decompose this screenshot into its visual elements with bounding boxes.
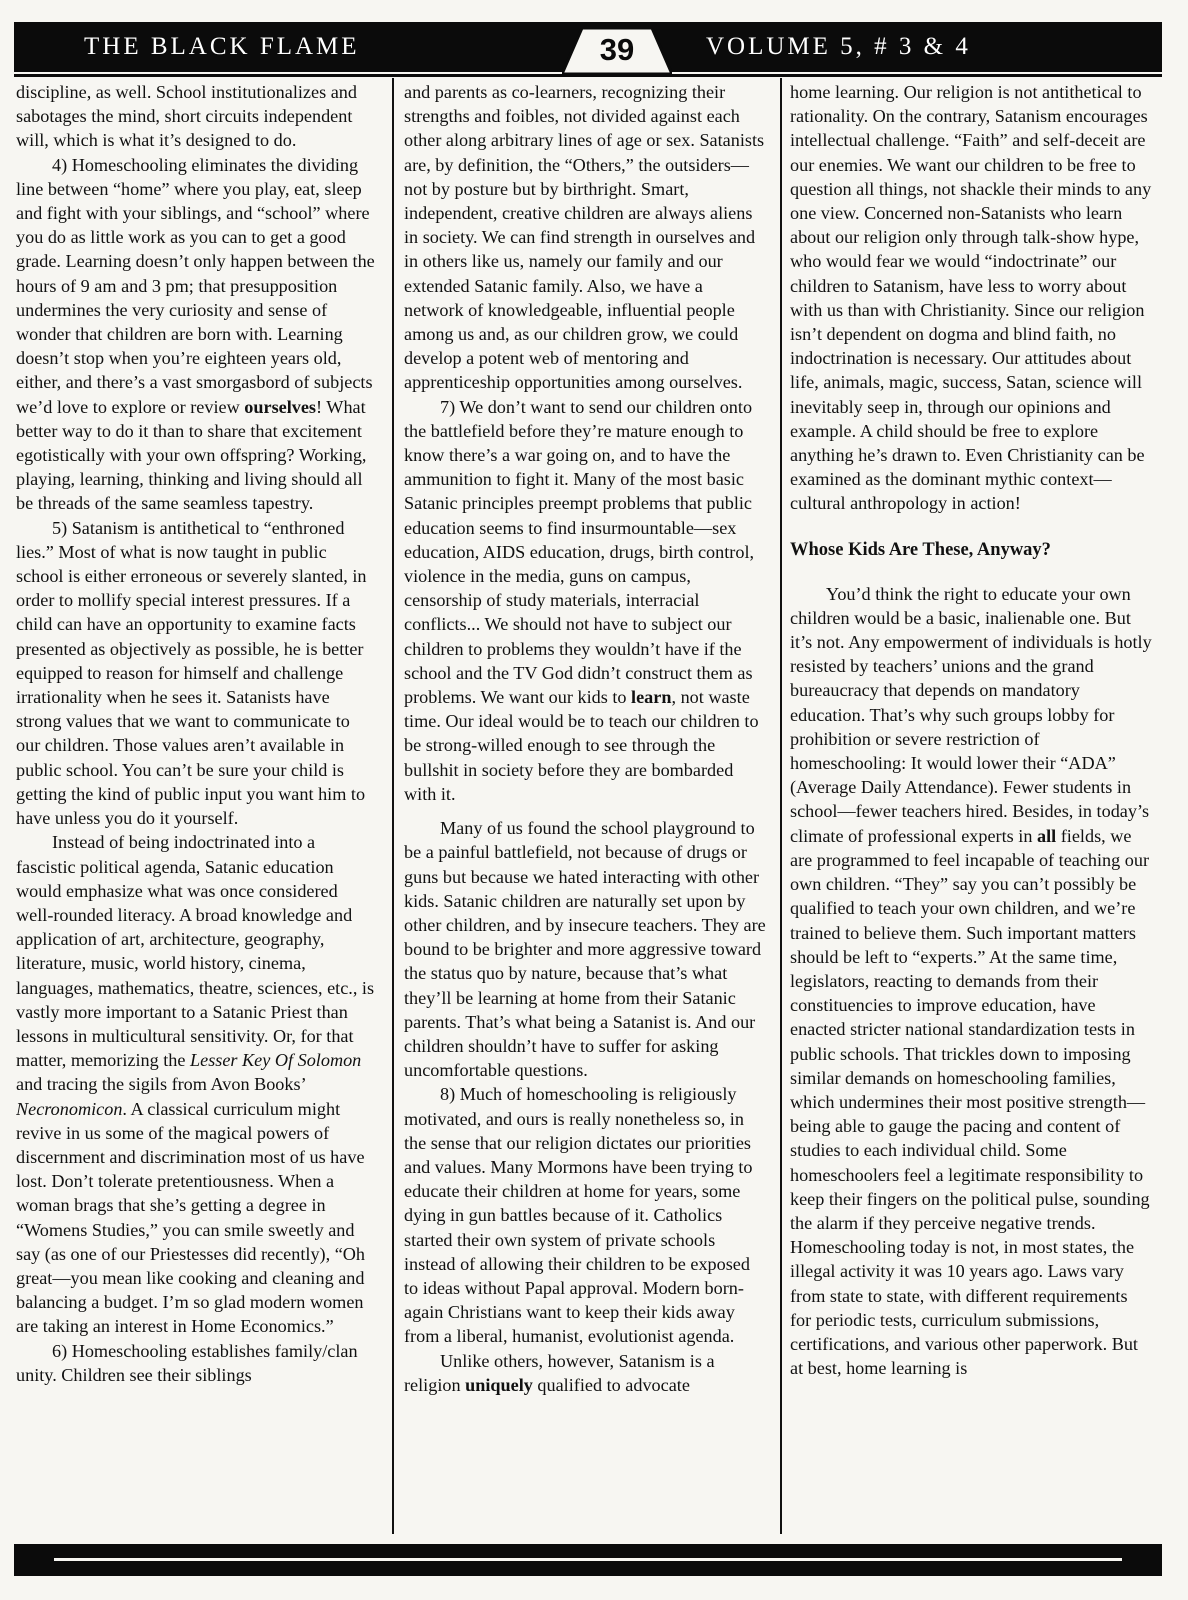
bold-text: ourselves [244, 396, 317, 417]
page-header [14, 22, 1162, 80]
paragraph [790, 582, 1152, 1381]
text-run: You’d think the right to educate your own children would be a basic, inalienable one. But it’s not. Any empowerment of individuals is hotly resisted by teachers’ unions and the grand bureaucracy that depends on mandatory education. That’s why such groups lobby for prohibition or severe restriction of homeschooling: It would lower their “ADA” (Average Daily Attendance). Fewer students in school—fewer teachers hired. Besides, in today’s climate of professional experts in [790, 583, 1152, 846]
book-title: Lesser Key Of Solomon [190, 1050, 362, 1071]
paragraph: home learning. Our religion is not antithetical to rationality. On the contrary, Satanism encourages intellectual challenge. “Faith” and self-deceit are our enemies. We want our children to be free to question all things, not shackle their minds to any one view. Concerned non-Satanists who learn about our religion only through talk-show hype, who would fear we would “indoctrinate” our children to Satanism, have less to worry about with us than with Christianity. Since our religion isn’t dependent on dogma and blind faith, no indoctrination is necessary. Our attitudes about life, animals, magic, success, Satan, science will inevitably seep in, through our opinions and example. A child should be free to explore anything he’s drawn to. Even Christianity can be examined as the dominant mythic context—cultural anthropology in action! [790, 82, 1152, 514]
paragraph: discipline, as well. School institutionalizes and sabotages the mind, short circuits independent will, which is what it’s designed to do. [16, 82, 357, 151]
publication-title: THE BLACK FLAME [84, 33, 360, 60]
paragraph: Many of us found the school playground to be a painful battlefield, not because of drugs or guns but because we hated interacting with other kids. Satanic children are naturally set upon by other children, and by insecure teachers. They are bound to be brighter and more aggressive toward the status quo by nature, because that’s what they’ll be learning at home from their Satanic parents. That’s what being a Satanist is. And our children shouldn’t have to suffer for asking uncomfortable questions. [404, 818, 766, 1081]
text-run: qualified to advocate [532, 1374, 690, 1395]
text-run: ! What better way to do it than to share that excitement egotistically with your own offspring? Working, playing, learning, thinking and living should all be threads of the same seamless tapestry. [16, 396, 367, 514]
paragraph: 8) Much of homeschooling is religiously motivated, and ours is really nonetheless so, in the sense that our religion dictates our priorities and values. Many Mormons have been trying to educate their children at home for years, some dying in gun battles because of it. Catholics started their own system of private schools instead of allowing their children to be exposed to ideas without Papal approval. Modern born-again Christians want to keep their kids away from a liberal, humanist, evolutionist agenda. [404, 1084, 753, 1347]
text-run: . A classical curriculum might revive in us some of the magical powers of discernment and discrimination most of us have lost. Don’t tolerate pretentiousness. When a woman brags that she’s getting a degree in “Womens Studies,” you can smile sweetly and say (as one of our Priestesses did recently), “Oh great—you mean like cooking and cleaning and balancing a budget. I’m so glad modern women are taking an interest in Home Economics.” [16, 1098, 365, 1337]
paragraph [404, 395, 766, 806]
article-column-2 [404, 80, 766, 1540]
text-run: fields, we are programmed to feel incapable of teaching our own children. “They” say you can’t possibly be qualified to teach your own children, and we’re trained to believe them. Such important matters should be left to “experts.” At the same time, legislators, reacting to demands from their constituencies to improve education, have enacted stricter national standardization tests in public schools. That trickles down to imposing similar demands on homeschooling families, which undermines their most positive strength—being able to gauge the pacing and content of studies to each individual child. Some homeschoolers feel a legitimate responsibility to keep their fingers on the political pulse, sounding the alarm if they perceive negative trends. Homeschooling today is not, in most states, the illegal activity it was 10 years ago. Laws vary from state to state, with different requirements for periodic tests, curriculum submissions, certifications, and various other paperwork. But at best, home learning is [790, 825, 1150, 1379]
text-run: 4) Homeschooling eliminates the dividing line between “home” where you play, eat, sleep and fight with your siblings, and “school” where you do as little work as you can to get a good grade. Learning doesn’t only happen between the hours of 9 am and 3 pm; that presupposition undermines the very curiosity and sense of wonder that children are born with. Learning doesn’t stop when you’re eighteen years old, either, and there’s a vast smorgasbord of subjects we’d love to explore or review [16, 154, 375, 417]
column-rule-right [780, 78, 782, 1534]
footer-line [54, 1558, 1122, 1561]
page-number-box [562, 28, 672, 80]
article-column-1 [16, 80, 378, 1540]
paragraph: and parents as co-learners, recognizing their strengths and foibles, not divided against each other along arbitrary lines of age or sex. Satanists are, by definition, the “Others,” the outsiders—not by posture but by birthright. Smart, independent, creative children are always aliens in society. We can find strength in ourselves and in others like us, namely our family and our extended Satanic family. Also, we have a network of knowledgeable, influential people among us and, as our children grow, we could develop a potent web of mentoring and apprenticeship opportunities among ourselves. [404, 82, 765, 393]
text-run: 7) We don’t want to send our children onto the battlefield before they’re mature enough to know there’s a war going on, and to have the ammunition to fight it. Many of the most basic Satanic principles preempt problems that public education seems to find insurmountable—sex education, AIDS education, drugs, birth control, violence in the media, guns on campus, censorship of study materials, interracial conflicts... We should not have to subject our children to problems they wouldn’t have if the school and the TV God didn’t construct them as problems. We want our kids to [404, 396, 755, 708]
paragraph [404, 1349, 766, 1397]
text-run: Unlike others, however, Satanism is a religion [404, 1350, 715, 1395]
paragraph: 5) Satanism is antithetical to “enthroned lies.” Most of what is now taught in public school is either erroneous or severely slanted, in order to mollify special interest pressures. If a child can have an opportunity to examine facts presented as objectively as possible, he is better equipped to reason for himself and challenge irrationality when he sees it. Satanists have strong values that we want to communicate to our children. Those values aren’t available in public school. You can’t be sure your child is getting the kind of public input you want him to have unless you do it yourself. [16, 517, 367, 829]
paragraph [16, 830, 378, 1338]
book-title: Necronomicon [16, 1098, 123, 1119]
text-run: and tracing the sigils from Avon Books’ [16, 1074, 306, 1095]
text-run: , not waste time. Our ideal would be to teach our children to be strong-willed enough to see through the bullshit in society before they are bombarded with it. [404, 687, 759, 804]
page-number: 39 [599, 32, 635, 67]
page-footer-bar [14, 1544, 1162, 1576]
article-column-3 [790, 80, 1152, 1540]
column-rule-left [392, 78, 394, 1534]
bold-text: all [1036, 825, 1057, 846]
section-heading: Whose Kids Are These, Anyway? [790, 539, 1051, 560]
bold-text: learn [631, 687, 672, 708]
paragraph [16, 153, 378, 516]
paragraph: 6) Homeschooling establishes family/clan unity. Children see their siblings [16, 1340, 358, 1385]
text-run: Instead of being indoctrinated into a fascistic political agenda, Satanic education would emphasize what was once considered well-rounded literacy. A broad knowledge and application of art, architecture, geography, literature, music, world history, cinema, languages, mathematics, theatre, sciences, etc., is vastly more important to a Satanic Priest than lessons in multicultural sensitivity. Or, for that matter, memorizing the [16, 832, 375, 1071]
volume-label: VOLUME 5, # 3 & 4 [706, 33, 971, 60]
bold-text: uniquely [465, 1374, 533, 1395]
